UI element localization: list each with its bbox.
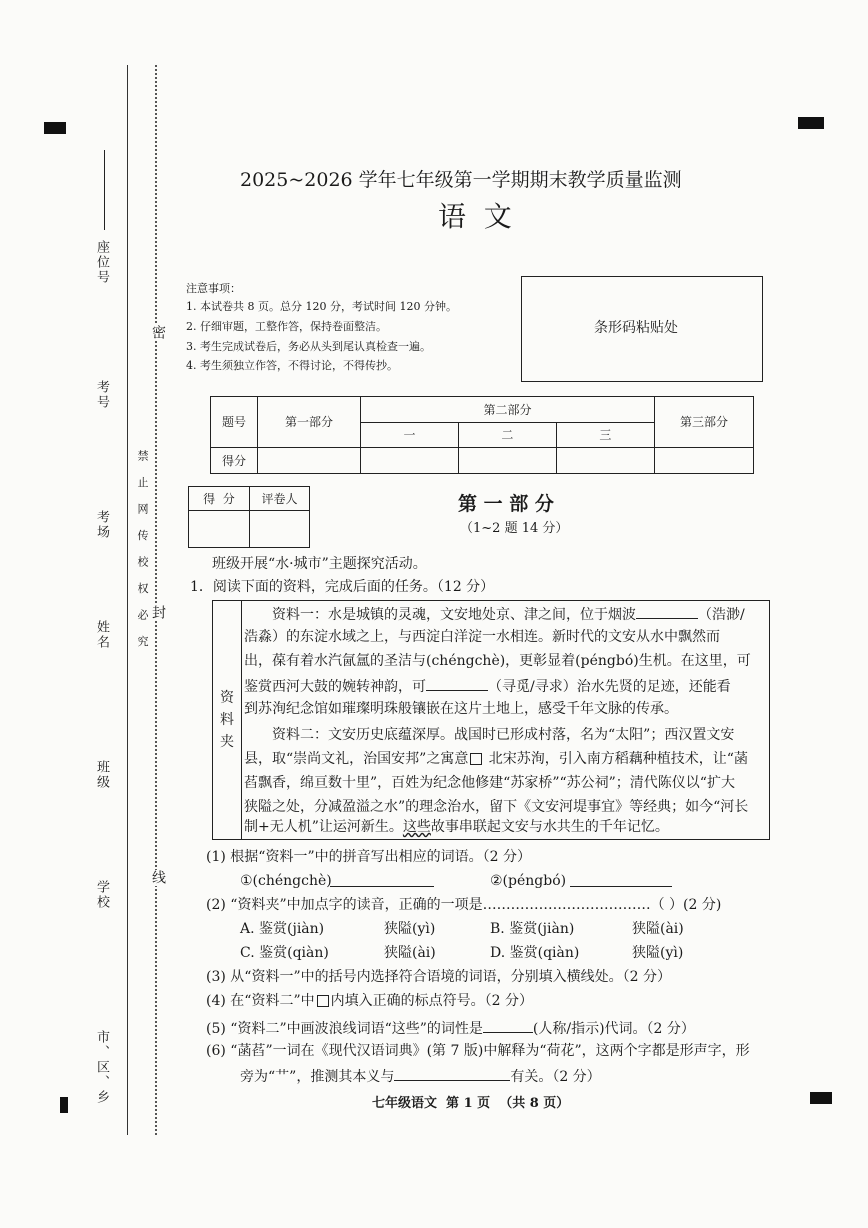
material2-line-3: 萏飘香，绵亘数十里”，百姓为纪念他修建“苏家桥”“苏公祠”；清代陈仪以“扩大 xyxy=(244,775,735,791)
registration-mark-top-right xyxy=(798,117,824,129)
answer-blank-cixing[interactable] xyxy=(483,1018,533,1033)
answer-line-chengche[interactable] xyxy=(330,886,434,887)
subq-5-text-a: (5) “资料二”中画波浪线词语“这些”的词性是 xyxy=(206,1021,483,1037)
material2-line-2 xyxy=(244,750,748,768)
material1-text-1b: （浩渺/ xyxy=(698,607,745,623)
score-cell-part1[interactable] xyxy=(258,447,361,473)
registration-mark-bottom-right xyxy=(810,1092,832,1104)
name-label: 姓名 xyxy=(94,620,109,650)
grader-score-cell[interactable] xyxy=(189,511,250,548)
option-a-1[interactable]: A. 鉴赏(jiàn) xyxy=(240,921,325,937)
notice-item-3: 3. 考生完成试卷后，务必从头到尾认真检查一遍。 xyxy=(186,340,431,353)
subq-5-text-b: (人称/指示)代词。（2 分） xyxy=(532,1021,695,1037)
table-row-header: 题号 xyxy=(211,397,258,448)
notice-item-1: 1. 本试卷共 8 页。总分 120 分，考试时间 120 分钟。 xyxy=(186,300,457,313)
material1-text-4b: （寻觅/寻求）治水先贤的足迹，还能看 xyxy=(488,679,731,695)
part2-sub-2: 二 xyxy=(458,423,556,447)
score-label: 得分 xyxy=(211,447,258,473)
material2-text-5a: 制+无人机”让运河新生。 xyxy=(244,819,403,835)
grader-table xyxy=(188,486,310,548)
answer-blank-benyi[interactable] xyxy=(394,1066,510,1081)
material2-line-1: 资料二：文安历史底蕴深厚。战国时已形成村落，名为“太阳”；西汉置文安 xyxy=(272,727,735,743)
material2-text-5b: 故事串联起文安与水共生的千年记忆。 xyxy=(430,819,669,835)
seal-xian: 线 xyxy=(150,870,166,886)
subq-4 xyxy=(206,992,533,1010)
blank-xunmi[interactable] xyxy=(426,676,488,691)
seal-feng: 封 xyxy=(150,605,166,621)
option-d-2: 狭隘(yì) xyxy=(632,945,684,961)
activity-intro: 班级开展“水·城市”主题探究活动。 xyxy=(212,556,427,572)
material1-line-2: 浩淼）的东淀水域之上，与西淀白洋淀一水相连。新时代的文安从水中飘然而 xyxy=(244,629,720,645)
subq-4-text-a: (4) 在“资料二”中 xyxy=(206,993,315,1009)
material2-text-2a: 县，取“崇尚文礼，治国安邦”之寓意 xyxy=(244,751,469,767)
score-cell-part2-2[interactable] xyxy=(458,447,556,473)
option-b-1[interactable]: B. 鉴赏(jiàn) xyxy=(490,921,575,937)
subq-1a-label: ①(chéngchè) xyxy=(240,873,332,889)
barcode-box xyxy=(521,276,763,382)
seat-field[interactable] xyxy=(104,150,105,230)
subq-6-line-1: (6) “菡萏”一词在《现代汉语词典》(第 7 版)中解释为“荷花”，这两个字都是形声字，形 xyxy=(206,1043,750,1059)
notice-item-4: 4. 考生须独立作答，不得讨论，不得传抄。 xyxy=(186,359,398,372)
score-cell-part2-1[interactable] xyxy=(361,447,459,473)
exam-no-label: 考号 xyxy=(94,380,109,410)
no-share-warning: 禁 止 网 传 校 权 必 究 xyxy=(136,450,149,653)
seal-mi: 密 xyxy=(150,325,166,341)
material2-line-4: 狭隘之处，分减盈溢之水”的理念治水，留下《文安河堤事宜》等经典；如今“河长 xyxy=(244,799,749,815)
subq-6-text-b: 有关。（2 分） xyxy=(510,1069,601,1085)
page-footer: 七年级语文 第 1 页 （共 8 页） xyxy=(372,1096,570,1111)
box-icon xyxy=(317,995,329,1007)
score-cell-part2-3[interactable] xyxy=(556,447,654,473)
option-a-2: 狭隘(yì) xyxy=(384,921,436,937)
subq-1b-label: ②(péngbó) xyxy=(490,873,567,889)
subq-1: (1) 根据“资料一”中的拼音写出相应的词语。（2 分） xyxy=(206,849,531,865)
material2-line-5 xyxy=(244,818,669,836)
option-d-1[interactable]: D. 鉴赏(qiàn) xyxy=(490,945,580,961)
material1-line-5: 到苏洵纪念馆如璀璨明珠般镶嵌在这片土地上，感受千年文脉的传承。 xyxy=(244,701,678,717)
part2-sub-1: 一 xyxy=(361,423,459,447)
region-label: 市、区、乡 xyxy=(94,1030,109,1105)
part3-header: 第三部分 xyxy=(655,397,754,448)
exam-room-label: 考场 xyxy=(94,510,109,540)
question-1: 1．阅读下面的资料，完成后面的任务。（12 分） xyxy=(190,579,495,595)
option-c-2: 狭隘(ài) xyxy=(384,945,436,961)
material1-text-1a: 资料一：水是城镇的灵魂，文安地处京、津之间，位于烟波 xyxy=(272,607,636,623)
punctuation-box[interactable] xyxy=(470,753,482,765)
class-label: 班级 xyxy=(94,760,109,790)
answer-line-pengbo[interactable] xyxy=(570,886,672,887)
material2-text-2b: 北宋苏洵，引入南方稻藕种植技术，让“菡 xyxy=(488,751,748,767)
binding-solid-line xyxy=(127,65,128,1135)
grader-name-label: 评卷人 xyxy=(250,487,310,511)
subq-4-text-b: 内填入正确的标点符号。（2 分） xyxy=(330,993,533,1009)
subq-5 xyxy=(206,1018,695,1038)
score-table xyxy=(210,396,754,474)
subq-6-line-2 xyxy=(240,1066,601,1086)
notice-item-2: 2. 仔细审题，工整作答，保持卷面整洁。 xyxy=(186,320,387,333)
registration-mark-top-left xyxy=(44,122,66,134)
subq-2: (2) “资料夹”中加点字的读音，正确的一项是………………………………（ ）(2 分) xyxy=(206,897,722,913)
folder-char-1: 资 xyxy=(220,690,234,706)
subq-6-text-a: 旁为“艹”，推测其本义与 xyxy=(240,1069,395,1085)
grader-score-label: 得 分 xyxy=(189,487,250,511)
folder-char-3: 夹 xyxy=(220,734,234,750)
subq-3: (3) 从“资料一”中的括号内选择符合语境的词语，分别填入横线处。（2 分） xyxy=(206,969,671,985)
school-label: 学校 xyxy=(94,880,109,910)
folder-char-2: 料 xyxy=(220,712,234,728)
folder-label-column xyxy=(213,601,242,839)
material1-line-3: 出，葆有着水汽氤氲的圣洁与(chéngchè)，更彰显着(péngbó)生机。在这里，可 xyxy=(244,653,751,669)
material1-line-1 xyxy=(272,604,745,624)
binding-dotted-line xyxy=(155,65,157,1135)
wavy-underline-zhexie: 这些 xyxy=(402,819,431,835)
part1-header: 第一部分 xyxy=(258,397,361,448)
material1-line-4 xyxy=(244,676,731,696)
registration-mark-bottom-left xyxy=(60,1097,68,1113)
part2-sub-3: 三 xyxy=(556,423,654,447)
barcode-label: 条形码粘贴处 xyxy=(594,320,678,336)
grader-name-cell[interactable] xyxy=(250,511,310,548)
section-subtitle: （1~2 题 14 分） xyxy=(460,521,569,536)
part2-header: 第二部分 xyxy=(361,397,655,423)
option-b-2: 狭隘(ài) xyxy=(632,921,684,937)
seat-label: 座位号 xyxy=(94,240,109,285)
option-c-1[interactable]: C. 鉴赏(qiàn) xyxy=(240,945,329,961)
exam-title: 2025~2026 学年七年级第一学期期末教学质量监测 xyxy=(240,169,682,191)
notice-heading: 注意事项： xyxy=(186,282,241,295)
section-title: 第 一 部 分 xyxy=(458,493,554,515)
subject-title: 语 文 xyxy=(438,200,512,233)
blank-haomiao[interactable] xyxy=(636,604,698,619)
material1-text-4a: 鉴赏西河大鼓的婉转神韵，可 xyxy=(244,679,426,695)
score-cell-part3[interactable] xyxy=(655,447,754,473)
